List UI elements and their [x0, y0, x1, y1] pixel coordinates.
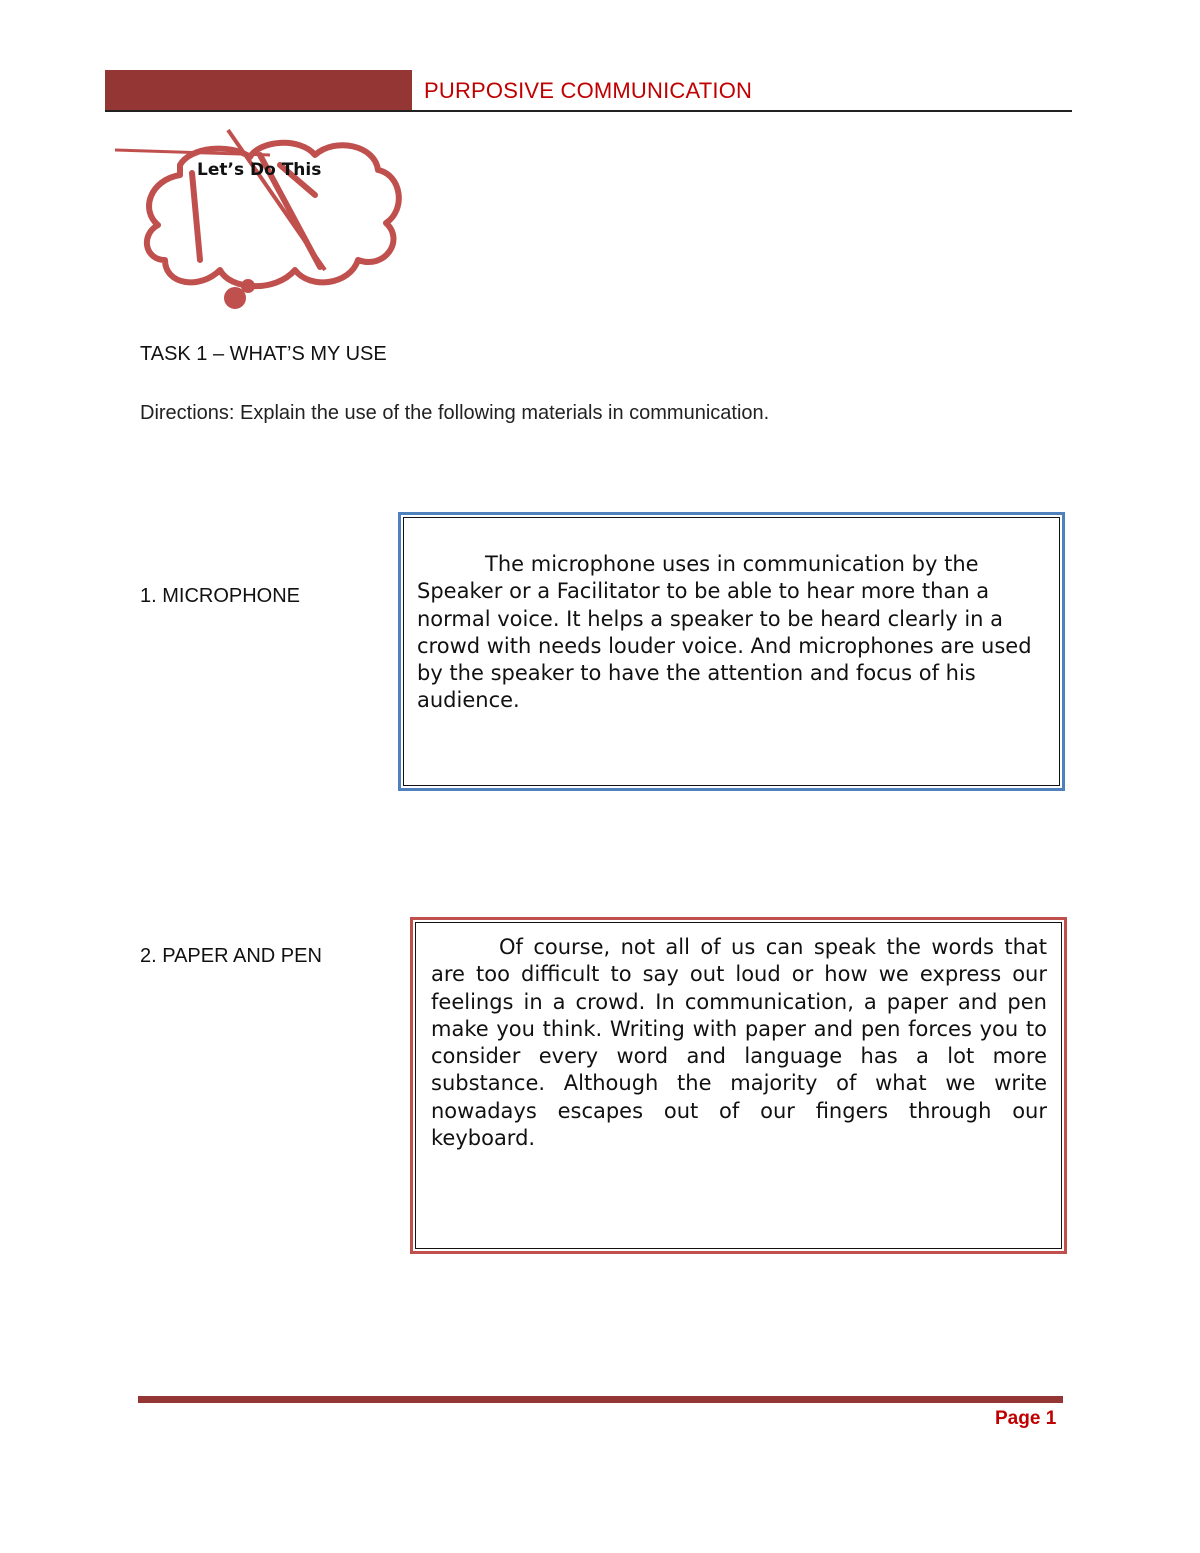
answer-box-paper-and-pen[interactable] [410, 917, 1067, 1254]
item-label-paper-and-pen: 2. PAPER AND PEN [140, 945, 322, 967]
header-rule [105, 110, 1072, 112]
item-label-microphone: 1. MICROPHONE [140, 585, 301, 607]
answer-text-paper-and-pen: Of course, not all of us can speak the words that are too difficult to say out loud or how we express our feelings in a crowd. In communication, a paper and pen make you think. Writing with paper and pen forces you to consider every word and language has a lot more substance. Although the majority of what we write nowadays escapes out of our fingers through our keyboard. [431, 935, 1047, 1151]
answer-text-microphone: The microphone uses in communication by the Speaker or a Facilitator to be able to hear more than a normal voice. It helps a speaker to be heard clearly in a crowd with needs louder voice. And microphones are used by the speaker to have the attention and focus of his audience. [417, 552, 1032, 713]
answer-box-microphone[interactable] [398, 512, 1065, 791]
page-number: Page 1 [995, 1408, 1057, 1429]
callout-label: Let’s Do This [197, 160, 322, 180]
task-title: TASK 1 – WHAT’S MY USE [140, 343, 387, 365]
task-directions: Directions: Explain the use of the following materials in communication. [140, 402, 770, 424]
document-title: PURPOSIVE COMMUNICATION [424, 78, 753, 103]
footer-rule [138, 1396, 1063, 1403]
header-accent-bar [105, 70, 412, 112]
thought-cloud-icon [110, 125, 410, 315]
